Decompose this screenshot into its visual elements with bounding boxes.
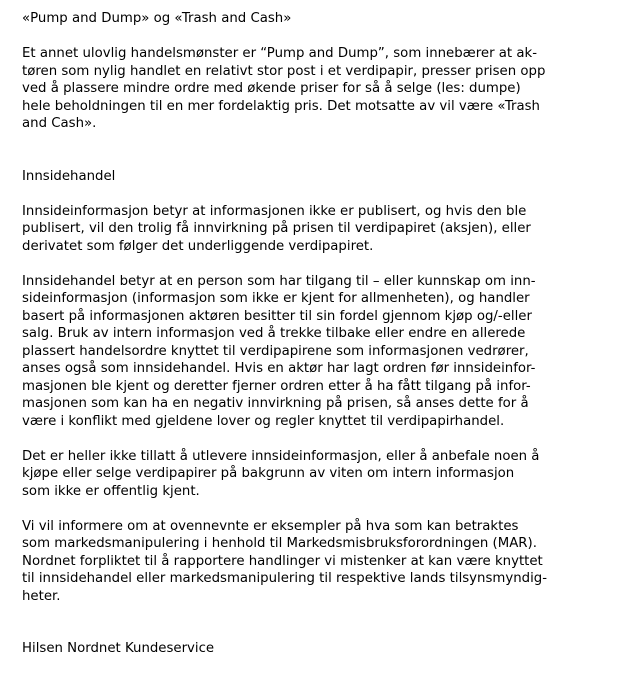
paragraph-line: plassert handelsordre knyttet til verdipapirene som informasjonen vedrører, xyxy=(22,343,529,359)
paragraph-line: hele beholdningen til en mer fordelaktig pris. Det motsatte av vil være «Trash xyxy=(22,98,540,114)
paragraph-line: derivatet som følger det underliggende verdipapiret. xyxy=(22,238,374,254)
section-heading-innsidehandel xyxy=(22,168,612,186)
paragraph-line: and Cash». xyxy=(22,116,97,131)
paragraph-line: være i konflikt med gjeldene lover og regler knyttet til verdipapirhandel. xyxy=(22,413,505,429)
paragraph-line: heter. xyxy=(22,588,61,604)
paragraph-line: tøren som nylig handlet en relativt stor post i et verdipapir, presser prisen opp xyxy=(22,63,546,79)
paragraph-line: anses også som innsidehandel. Hvis en aktør har lagt ordren før innsideinfor- xyxy=(22,361,536,376)
paragraph-line: Vi vil informere om at ovennevnte er eksempler på hva som kan betraktes xyxy=(22,518,519,534)
heading-text: «Pump and Dump» og «Trash and Cash» xyxy=(22,11,292,26)
paragraph-line: Innsideinformasjon betyr at informasjonen ikke er publisert, og hvis den ble xyxy=(22,203,527,219)
signature xyxy=(22,640,612,658)
paragraph-line: salg. Bruk av intern informasjon ved å trekke tilbake eller endre en allerede xyxy=(22,326,526,341)
paragraph-line: til innsidehandel eller markedsmanipulering til respektive lands tilsynsmyndig- xyxy=(22,571,548,586)
paragraph-innsidehandel-definition xyxy=(22,273,612,431)
paragraph-line: ved å plassere mindre ordre med økende priser for så å selge (les: dumpe) xyxy=(22,81,521,96)
paragraph-line: Det er heller ikke tillatt å utlevere innsideinformasjon, eller å anbefale noen å xyxy=(22,448,540,464)
paragraph-line: publisert, vil den trolig få innvirkning på prisen til verdipapiret (aksjen), eller xyxy=(22,221,531,236)
paragraph-pump-and-dump xyxy=(22,45,612,133)
paragraph-line: kjøpe eller selge verdipapirer på bakgrunn av viten om intern informasjon xyxy=(22,466,515,481)
paragraph-innsideinformasjon xyxy=(22,203,612,256)
paragraph-utlevering xyxy=(22,448,612,501)
heading-text: Innsidehandel xyxy=(22,168,116,184)
section-heading-pump-and-dump xyxy=(22,10,612,28)
paragraph-line: sideinformasjon (informasjon som ikke er kjent for allmenheten), og handler xyxy=(22,291,530,306)
signature-text: Hilsen Nordnet Kundeservice xyxy=(22,641,215,656)
paragraph-line: Et annet ulovlig handelsmønster er “Pump and Dump”, som innebærer at ak- xyxy=(22,46,538,61)
paragraph-markedsmanipulering xyxy=(22,518,612,606)
paragraph-line: Innsidehandel betyr at en person som har tilgang til – eller kunnskap om inn- xyxy=(22,273,536,289)
paragraph-line: masjonen ble kjent og deretter fjerner ordren etter å ha fått tilgang på infor- xyxy=(22,378,531,394)
paragraph-line: som markedsmanipulering i henhold til Markedsmisbruksforordningen (MAR). xyxy=(22,536,537,551)
paragraph-line: masjonen som kan ha en negativ innvirkning på prisen, så anses dette for å xyxy=(22,396,529,411)
paragraph-line: Nordnet forpliktet til å rapportere handlinger vi mistenker at kan være knyttet xyxy=(22,553,543,569)
paragraph-line: basert på informasjonen aktøren besitter til sin fordel gjennom kjøp og/-eller xyxy=(22,308,532,324)
paragraph-line: som ikke er offentlig kjent. xyxy=(22,483,200,499)
email-body xyxy=(22,10,612,658)
